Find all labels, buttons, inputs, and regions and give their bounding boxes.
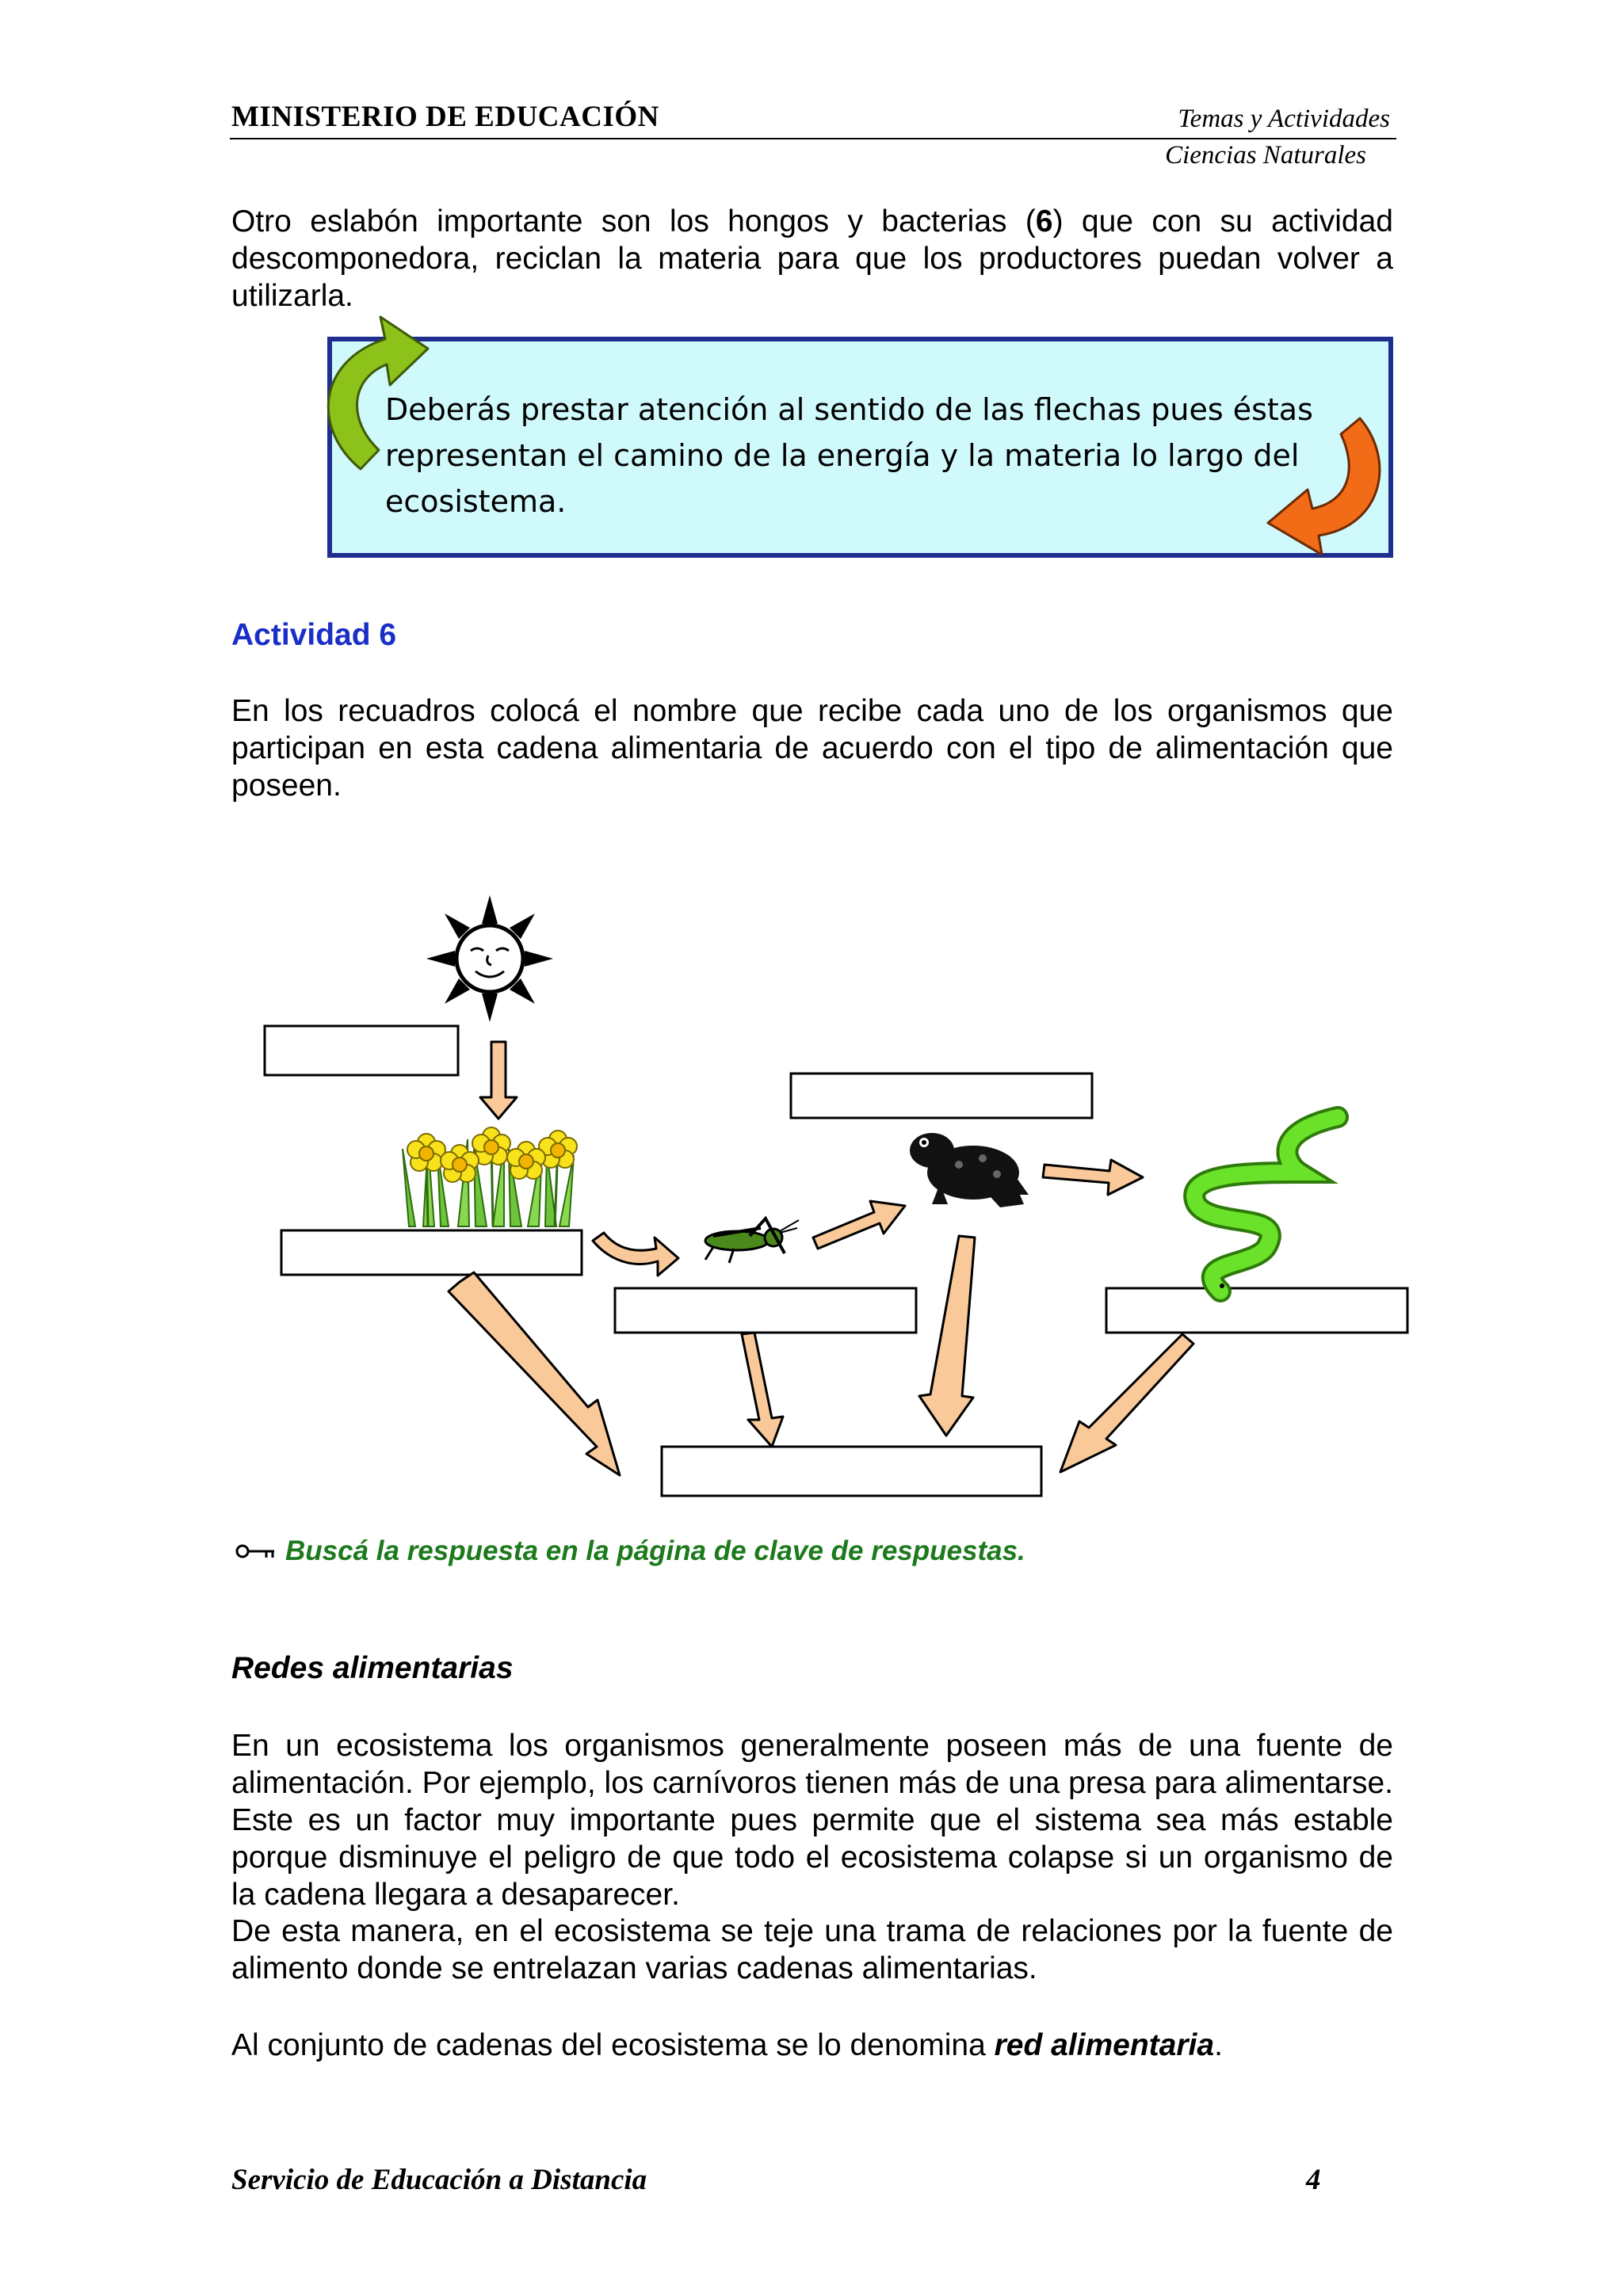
toad-icon [910,1133,1029,1207]
redes-paragraph-2: De esta manera, en el ecosistema se teje una trama de relaciones por la fuente de alimento donde se entrelazan varias cadenas alimentarias. [231,1914,1393,1985]
header-topic: Temas y Actividades [1178,105,1390,133]
answer-box-frog[interactable] [791,1074,1092,1118]
answer-box-sun[interactable] [265,1026,458,1075]
footer-service: Servicio de Educación a Distancia [231,2164,647,2196]
hint-text: Buscá la respuesta en la página de clave de respuestas. [285,1535,1025,1566]
answer-box-grasshopper[interactable] [615,1288,916,1333]
arrow-toad-to-decomposers [919,1236,975,1436]
arrow-snake-to-decomposers [1060,1334,1193,1472]
food-chain-diagram [0,832,1623,1545]
redes-p3-end: . [1214,2028,1223,2062]
intro-number: 6 [1035,204,1053,238]
intro-text-after: ) que con su actividad descomponedora, reciclan la materia para que los productores puedan volver a utilizarla. [231,204,1393,313]
header-subject: Ciencias Naturales [1165,141,1366,170]
page-number: 4 [1306,2164,1321,2196]
answer-hint [235,1535,1025,1567]
note-text: Deberás prestar atención al sentido de las flechas pues éstas representan el camino de la energía y la materia lo largo del ecosistema. [385,392,1313,519]
arrow-flowers-to-grasshopper [593,1233,678,1276]
sun-icon [426,895,553,1022]
answer-box-snake[interactable] [1106,1288,1407,1333]
header-ministry: MINISTERIO DE EDUCACIÓN [231,101,659,133]
arrow-grasshopper-to-decomposers [742,1333,783,1447]
redes-paragraph-3 [231,2027,1223,2064]
arrow-grasshopper-to-toad [813,1201,905,1249]
redes-paragraph-1: En un ecosistema los organismos generalmente poseen más de una fuente de alimentación. Por ejemplo, los carnívoros tienen más de una presa para alimentarse. Este es un factor muy importante pues permite que el sistema sea más estable porque disminuye el peligro de que todo el ecosistema colapse si un organismo de la cadena llegara a desaparecer. [231,1729,1393,1912]
arrow-toad-to-snake [1043,1160,1143,1195]
section-title: Redes alimentarias [231,1651,514,1685]
redes-key-term: red alimentaria [994,2028,1215,2062]
key-icon [235,1543,277,1562]
daffodils-icon [403,1127,577,1226]
intro-text-before: Otro eslabón importante son los hongos y bacterias ( [231,204,1036,238]
grasshopper-icon [705,1219,799,1263]
activity-title: Actividad 6 [231,618,397,652]
answer-box-flowers[interactable] [281,1230,582,1275]
arrow-flowers-to-decomposers [449,1272,620,1475]
snake-icon [1194,1117,1338,1291]
redes-p3-text: Al conjunto de cadenas del ecosistema se lo denomina [231,2028,995,2062]
arrow-sun-to-flowers [480,1042,517,1119]
answer-box-decomposers[interactable] [662,1447,1041,1496]
activity-instructions: En los recuadros colocá el nombre que recibe cada uno de los organismos que participan en esta cadena alimentaria de acuerdo con el tipo de alimentación que poseen. [231,694,1393,803]
